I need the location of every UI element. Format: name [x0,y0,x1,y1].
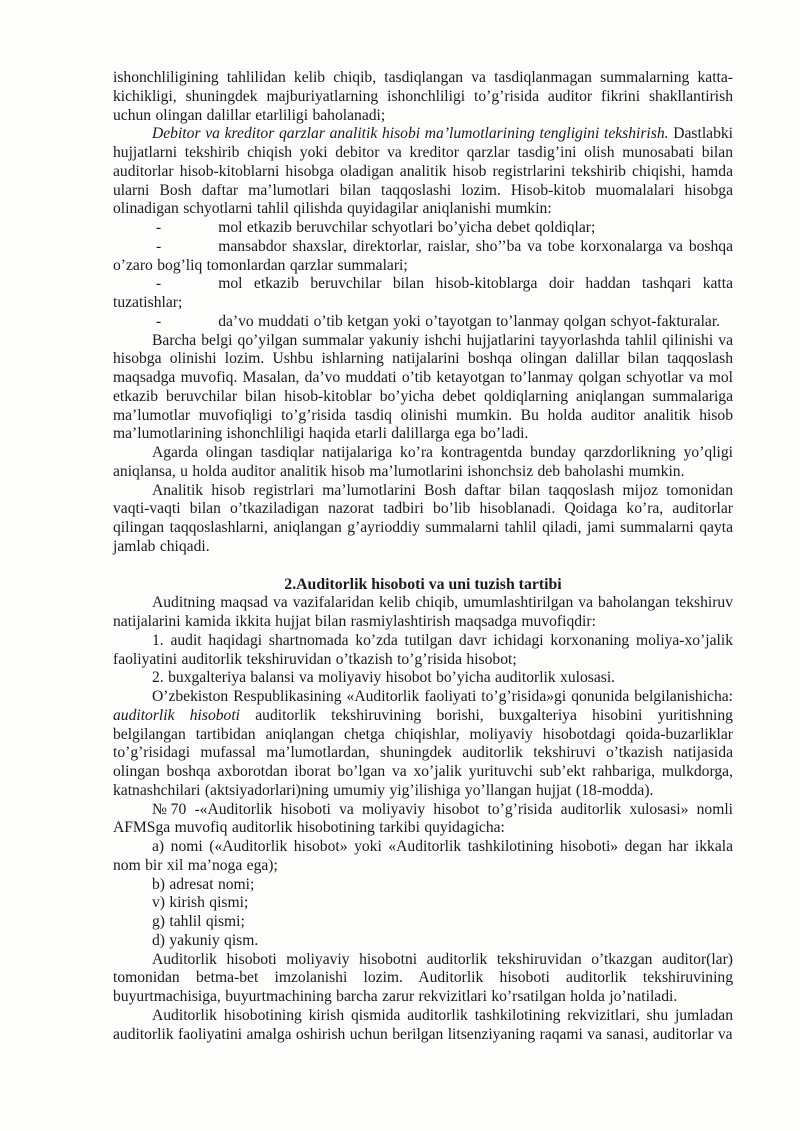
text-run: d) yakuniy qism. [152,931,259,949]
text-run: da’vo muddati o’tib ketgan yoki o’tayotgan to’lanmay qolgan schyot-fakturalar. [218,312,721,330]
list-item [113,219,733,238]
paragraph [113,876,733,895]
paragraph [113,913,733,932]
text-run: mol etkazib beruvchilar schyotlari bo’yicha debet qoldiqlar; [218,219,596,236]
paragraph [113,688,733,801]
paragraph [113,838,733,876]
paragraph [113,444,733,482]
list-dash: - [156,275,162,293]
paragraph [113,932,733,951]
paragraph [113,894,733,913]
list-item [113,238,733,276]
text-run: 2.Auditorlik hisoboti va uni tuzish tartibi [284,575,562,593]
paragraph [113,332,733,445]
list-dash: - [156,219,162,236]
text-run: auditorlik tekshiruvining borishi, buxgalteriya hisobini yuritishning belgilangan tartibidan aniqlangan chetga chiqishlar, moliyaviy hisobotdagi qoida-buzarliklar to’g’risidagi mufassal ma’lumotlardan, shuningdek auditorlik tekshiruvi o’tkazish natijasida olingan boshqa axborotdan iborat bo’lgan va xo’jalik yurituvchi sub’ekt rahbariga, mulkdorga, katnashchilari (aktsiyadorlari)ning umumiy yig’ilishiga yo’llangan hujjat (18-modda). [113,706,733,799]
section-heading [113,576,733,595]
text-run: 1. audit haqidagi shartnomada ko’zda tutilgan davr ichidagi korxonaning moliya-xo’jalik faoliyatini auditorlik tekshiruvidan o’tkazish to’g’risida hisobot; [113,631,733,668]
text-run: v) kirish qismi; [152,894,249,912]
paragraph [113,632,733,670]
text-run: auditorlik hisoboti [113,706,241,724]
text-run: b) adresat nomi; [152,875,255,893]
list-item [113,275,733,313]
paragraph [113,69,733,125]
paragraph [113,951,733,1007]
paragraph [113,669,733,688]
text-run: Auditorlik hisoboti moliyaviy hisobotni auditorlik tekshiruvidan o’tkazgan auditor(lar) tomonidan betma-bet imzolanishi lozim. Auditorlik hisoboti auditorlik tekshiruvining buyurtmachisiga, buyurtmachining barcha zarur rekvizitlari ko’rsatilgan holda jo’natiladi. [113,950,733,1005]
paragraph [113,594,733,632]
text-run: Agarda olingan tasdiqlar natijalariga ko’ra kontragentda bunday qarzdorlikning yo’qligi aniqlansa, u holda auditor analitik hisob ma’lumotlarini ishonchsiz deb baholashi mumkin. [113,444,733,480]
paragraph [113,801,733,839]
text-run: O’zbekiston Respublikasining «Auditorlik faoliyati to’g’risida»gi qonunida belgilanishicha: [152,688,733,705]
text-run: a) nomi («Auditorlik hisobot» yoki «Auditorlik tashkilotining hisoboti» degan har ikkala nom bir xil ma’noga ega); [113,838,733,874]
text-run: Analitik hisob registrlari ma’lumotlarini Bosh daftar bilan taqqoslash mijoz tomonidan vaqti-vaqti bilan o’tkaziladigan nazorat tadbiri bo’lib hisoblanadi. Qoidaga ko’ra, auditorlar qilingan taqqoslashlarni, aniqlangan g’ayrioddiy summalarni tahlil qiladi, jami summalarni qayta jamlab chiqadi. [113,481,733,555]
paragraph [113,1007,733,1045]
paragraph [113,482,733,557]
text-run: Debitor va kreditor qarzlar analitik hisobi ma’lumotlarining tengligini tekshirish. [152,125,669,143]
list-dash: - [156,237,162,255]
text-run: 2. buxgalteriya balansi va moliyaviy hisobot bo’yicha auditorlik xulosasi. [152,669,616,687]
list-item [113,313,733,332]
text-run: Barcha belgi qo’yilgan summalar yakuniy ishchi hujjatlarini tayyorlashda tahlil qilinishi va hisobga olinishi lozim. Ushbu ishlarning natijalarini boshqa olingan dalillar bilan taqqoslash maqsadga muvofiq. Masalan, da’vo muddati o’tib ketayotgan to’lanmay qolgan schyotlar va mol etkazib beruvchilar bilan hisob-kitoblar bo’yicha debet qoldiqlarning aniqlangan summalariga ma’lumotlar muvofiqligi to’g’risida tasdiq olinishi mumkin. Bu holda auditor analitik hisob ma’lumotlarining ishonchliligi haqida etarli dalillarga ega bo’ladi. [113,331,733,443]
text-run: ishonchliligining tahlilidan kelib chiqib, tasdiqlangan va tasdiqlanmagan summalarning katta-kichikligi, shuningdek majburiyatlarning ishonchliligi to’g’risida auditor fikrini shakllantirish uchun olingan dalillar etarliligi baholanadi; [113,69,733,124]
text-run: g) tahlil qismi; [152,913,245,930]
text-run: mol etkazib beruvchilar bilan hisob-kitoblarga doir haddan tashqari katta tuzatishlar; [113,275,733,311]
text-run: Dastlabki hujjatlarni tekshirib chiqish yoki debitor va kreditor qarzlar tasdig’ini olish munosabati bilan auditorlar hisob-kitoblarni hisobga oladigan analitik hisob registrlarini tekshirib chiqishi, hamda ularni Bosh daftar ma’lumotlari bilan taqqoslashi lozim. Hisob-kitob muomalalari hisobga olinadigan schyotlarni tahlil qilishda quyidagilar aniqlanishi mumkin: [113,125,733,218]
text-column [113,69,733,1044]
list-dash: - [156,312,162,330]
text-run: Auditning maqsad va vazifalaridan kelib chiqib, umumlashtirilgan va baholangan tekshiruv natijalarini kamida ikkita hujjat bilan rasmiylashtirish maqsadga muvofiqdir: [113,594,733,630]
text-run: №70 -«Auditorlik hisoboti va moliyaviy hisobot to’g’risida auditorlik xulosasi» nomli AFMSga muvofiq auditorlik hisobotining tarkibi quyidagicha: [113,800,733,837]
text-run: mansabdor shaxslar, direktorlar, raislar, sho’’ba va tobe korxonalarga va boshqa o’zaro bog’liq tomonlardan qarzlar summalari; [113,237,733,274]
text-run: Auditorlik hisobotining kirish qismida auditorlik tashkilotining rekvizitlari, shu jumladan auditorlik faoliyatini amalga oshirish uchun berilgan litsenziyaning raqami va sanasi, auditorlar va [113,1006,733,1043]
paragraph [113,125,733,219]
